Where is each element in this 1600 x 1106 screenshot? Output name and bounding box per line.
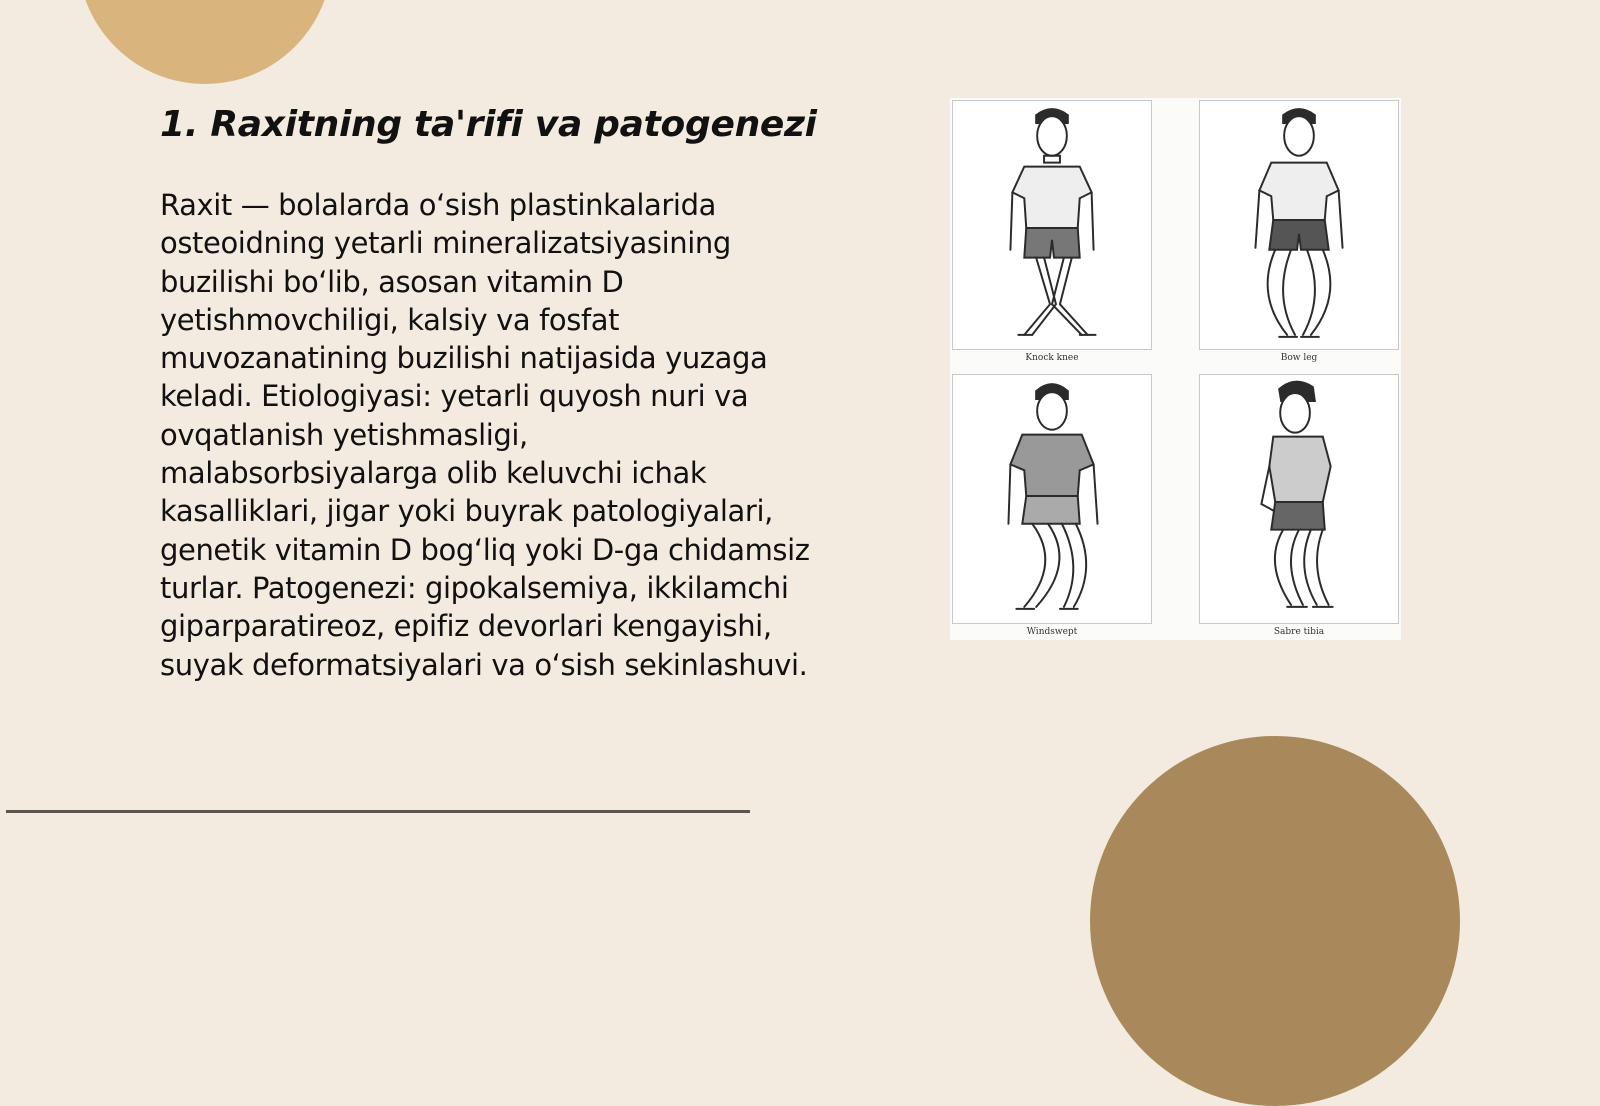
leg-deformities-illustration [950,98,1401,640]
body-line: malabsorbsiyalarga olib keluvchi ichak [160,456,707,491]
figure-panel-sabre-tibia [1199,374,1399,624]
caption-windswept: Windswept [1026,627,1078,637]
figure-panel-bow-leg [1199,100,1399,350]
body-line: giparparatireoz, epifiz devorlari kengayishi, [160,609,772,644]
body-line: genetik vitamin D bog‘liq yoki D-ga chidamsiz [160,532,810,567]
body-line: Raxit — bolalarda o‘sish plastinkalarida [160,188,716,222]
decorative-circle-bottom [1090,736,1460,1106]
body-line: muvozanatining buzilishi natijasida yuzaga [160,341,768,376]
divider-line [6,810,750,813]
body-line: osteoidning yetarli mineralizatsiyasining [160,226,731,261]
caption-sabre-tibia: Sabre tibia [1273,627,1325,637]
body-line: turlar. Patogenezi: gipokalsemiya, ikkilamchi [160,570,789,605]
figure-panel-windswept [952,374,1152,624]
caption-knock-knee: Knock knee [1025,353,1079,363]
figure-panel-knock-knee [952,100,1152,350]
body-line: kasalliklari, jigar yoki buyrak patologiyalari, [160,494,773,529]
child-knock-knee-drawing [953,101,1151,349]
body-line: ovqatlanish yetishmasligi, [160,417,528,452]
body-line: keladi. Etiologiyasi: yetarli quyosh nuri va [160,379,749,414]
child-windswept-drawing [953,375,1151,623]
body-line: suyak deformatsiyalari va o‘sish sekinlashuvi. [160,647,808,682]
body-line: buzilishi bo‘lib, asosan vitamin D [160,264,624,299]
decorative-circle-top [78,0,332,84]
body-line: yetishmovchiligi, kalsiy va fosfat [160,302,620,337]
child-sabre-tibia-drawing [1200,375,1398,623]
body-paragraph [160,186,860,684]
child-bow-leg-drawing [1200,101,1398,349]
slide-title: 1. Raxitning ta'rifi va patogenezi [160,104,817,145]
caption-bow-leg: Bow leg [1280,353,1318,363]
